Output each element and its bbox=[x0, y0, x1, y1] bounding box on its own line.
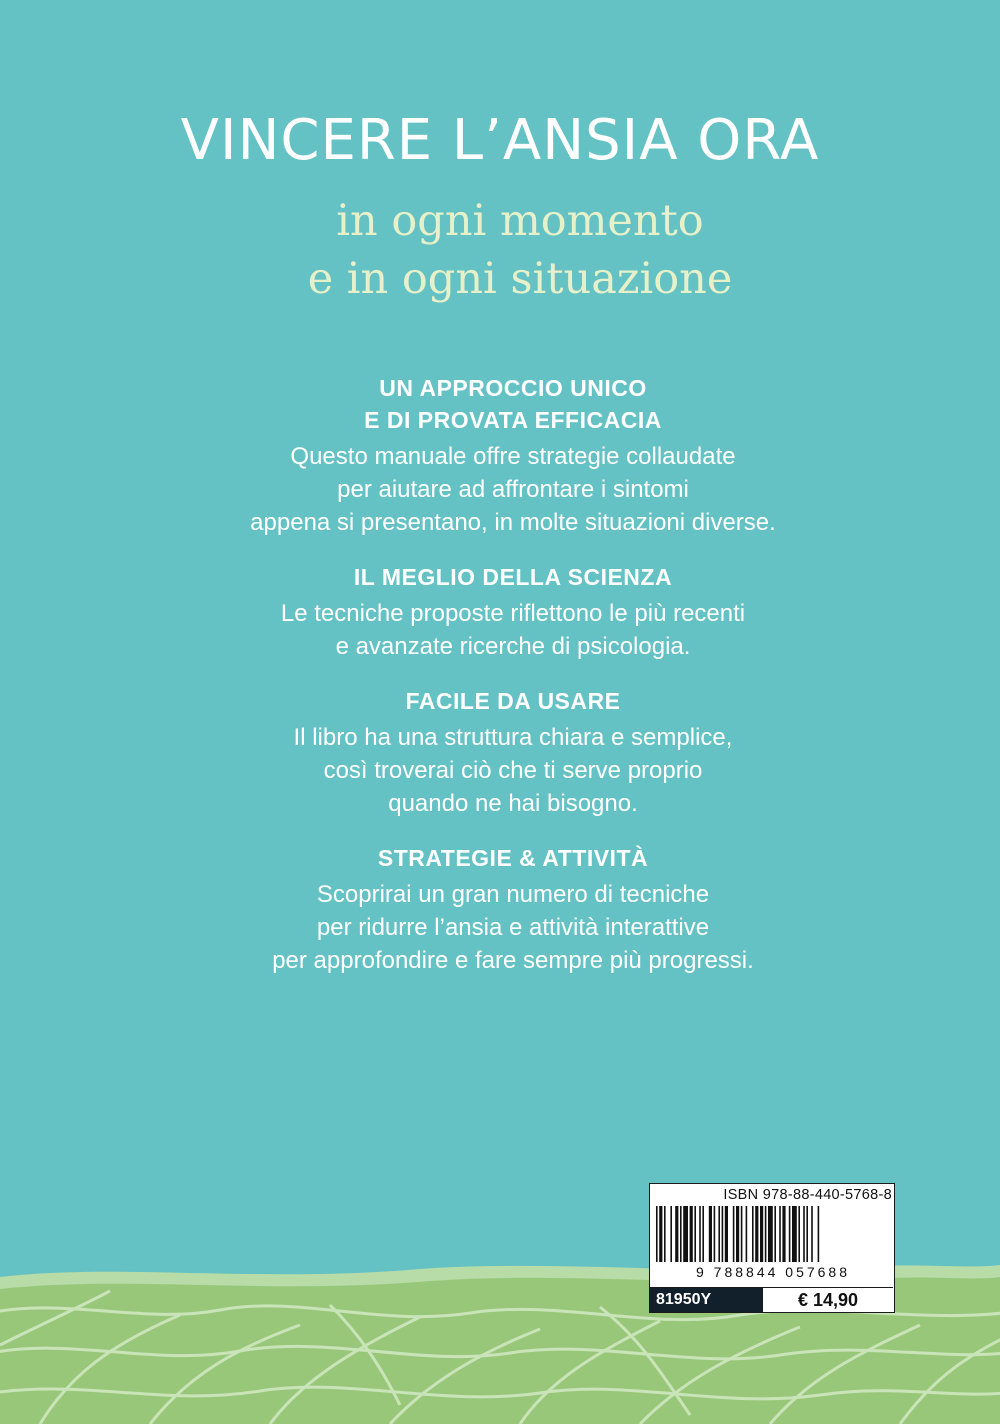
barcode-bar bbox=[694, 1206, 696, 1262]
feature-body bbox=[0, 721, 1000, 820]
barcode-bar bbox=[768, 1206, 773, 1262]
barcode-bar bbox=[714, 1206, 716, 1262]
barcode-bars bbox=[654, 1206, 892, 1262]
body-line: per aiutare ad affrontare i sintomi bbox=[337, 476, 689, 503]
subtitle-line: e in ogni situazione bbox=[307, 254, 733, 304]
code-price-row bbox=[650, 1287, 893, 1312]
barcode-bar bbox=[670, 1206, 672, 1262]
barcode-bar bbox=[818, 1206, 820, 1262]
feature-heading bbox=[0, 685, 1000, 717]
feature-body bbox=[0, 597, 1000, 663]
feature-heading bbox=[0, 372, 1000, 436]
heading-line: E DI PROVATA EFFICACIA bbox=[364, 407, 662, 433]
barcode-label bbox=[649, 1183, 895, 1313]
barcode-bar bbox=[798, 1206, 800, 1262]
barcode-bar bbox=[725, 1206, 728, 1262]
feature-easy-to-use bbox=[0, 685, 1000, 820]
barcode-bar bbox=[736, 1206, 739, 1262]
heading-line: UN APPROCCIO UNICO bbox=[379, 375, 647, 401]
feature-body bbox=[0, 440, 1000, 539]
product-code: 81950Y bbox=[650, 1288, 762, 1312]
body-line: appena si presentano, in molte situazioni diverse. bbox=[250, 509, 776, 536]
feature-body bbox=[0, 878, 1000, 977]
barcode-bar bbox=[789, 1206, 791, 1262]
barcode-bar bbox=[792, 1206, 797, 1262]
barcode-bar bbox=[779, 1206, 781, 1262]
barcode-bar bbox=[806, 1206, 808, 1262]
body-line: e avanzate ricerche di psicologia. bbox=[335, 633, 691, 660]
body-line: Scoprirai un gran numero di tecniche bbox=[316, 881, 710, 908]
barcode-bar bbox=[656, 1206, 658, 1262]
body-line: Le tecniche proposte riflettono le più recenti bbox=[280, 600, 746, 627]
barcode-bar bbox=[659, 1206, 662, 1262]
cover-title: VINCERE L’ANSIA ORA bbox=[180, 108, 820, 173]
body-line: così troverai ciò che ti serve proprio bbox=[323, 757, 703, 784]
body-line: quando ne hai bisogno. bbox=[388, 790, 638, 817]
barcode-bar bbox=[760, 1206, 763, 1262]
body-line: per ridurre l’ansia e attività interattive bbox=[316, 914, 710, 941]
body-line: Il libro ha una struttura chiara e semplice, bbox=[293, 724, 733, 751]
feature-unique-approach bbox=[0, 372, 1000, 539]
price-label: € 14,90 bbox=[762, 1288, 893, 1312]
barcode-bar bbox=[702, 1206, 704, 1262]
feature-heading bbox=[0, 842, 1000, 874]
barcode-bar bbox=[680, 1206, 682, 1262]
feature-strategies bbox=[0, 842, 1000, 977]
heading-line: STRATEGIE & ATTIVITÀ bbox=[377, 845, 649, 871]
subtitle-line: in ogni momento bbox=[336, 196, 704, 246]
barcode-bar bbox=[675, 1206, 678, 1262]
body-line: Questo manuale offre strategie collaudate bbox=[290, 443, 736, 470]
barcode-bar bbox=[803, 1206, 805, 1262]
barcode-bar bbox=[683, 1206, 688, 1262]
barcode-bar bbox=[782, 1206, 785, 1262]
barcode-bar bbox=[664, 1206, 666, 1262]
barcode-bar bbox=[733, 1206, 735, 1262]
barcode-bar bbox=[722, 1206, 724, 1262]
feature-science bbox=[0, 561, 1000, 663]
barcode-digits: 9 788844 057688 bbox=[696, 1264, 850, 1280]
barcode-bar bbox=[811, 1206, 813, 1262]
heading-line: IL MEGLIO DELLA SCIENZA bbox=[353, 564, 673, 590]
barcode-bar bbox=[699, 1206, 701, 1262]
barcode-bar bbox=[718, 1206, 720, 1262]
barcode-bar bbox=[690, 1206, 693, 1262]
heading-line: FACILE DA USARE bbox=[405, 688, 621, 714]
barcode-bar bbox=[741, 1206, 743, 1262]
barcode-bar bbox=[752, 1206, 754, 1262]
feature-heading bbox=[0, 561, 1000, 593]
barcode-bar bbox=[746, 1206, 748, 1262]
cover-subtitle bbox=[0, 192, 1000, 308]
barcode-bar bbox=[765, 1206, 767, 1262]
isbn-text: ISBN 978-88-440-5768-8 bbox=[723, 1187, 892, 1203]
barcode-bar bbox=[755, 1206, 758, 1262]
barcode-bar bbox=[774, 1206, 776, 1262]
body-line: per approfondire e fare sempre più progressi. bbox=[272, 947, 754, 974]
feature-list bbox=[0, 372, 1000, 999]
barcode-bar bbox=[709, 1206, 712, 1262]
